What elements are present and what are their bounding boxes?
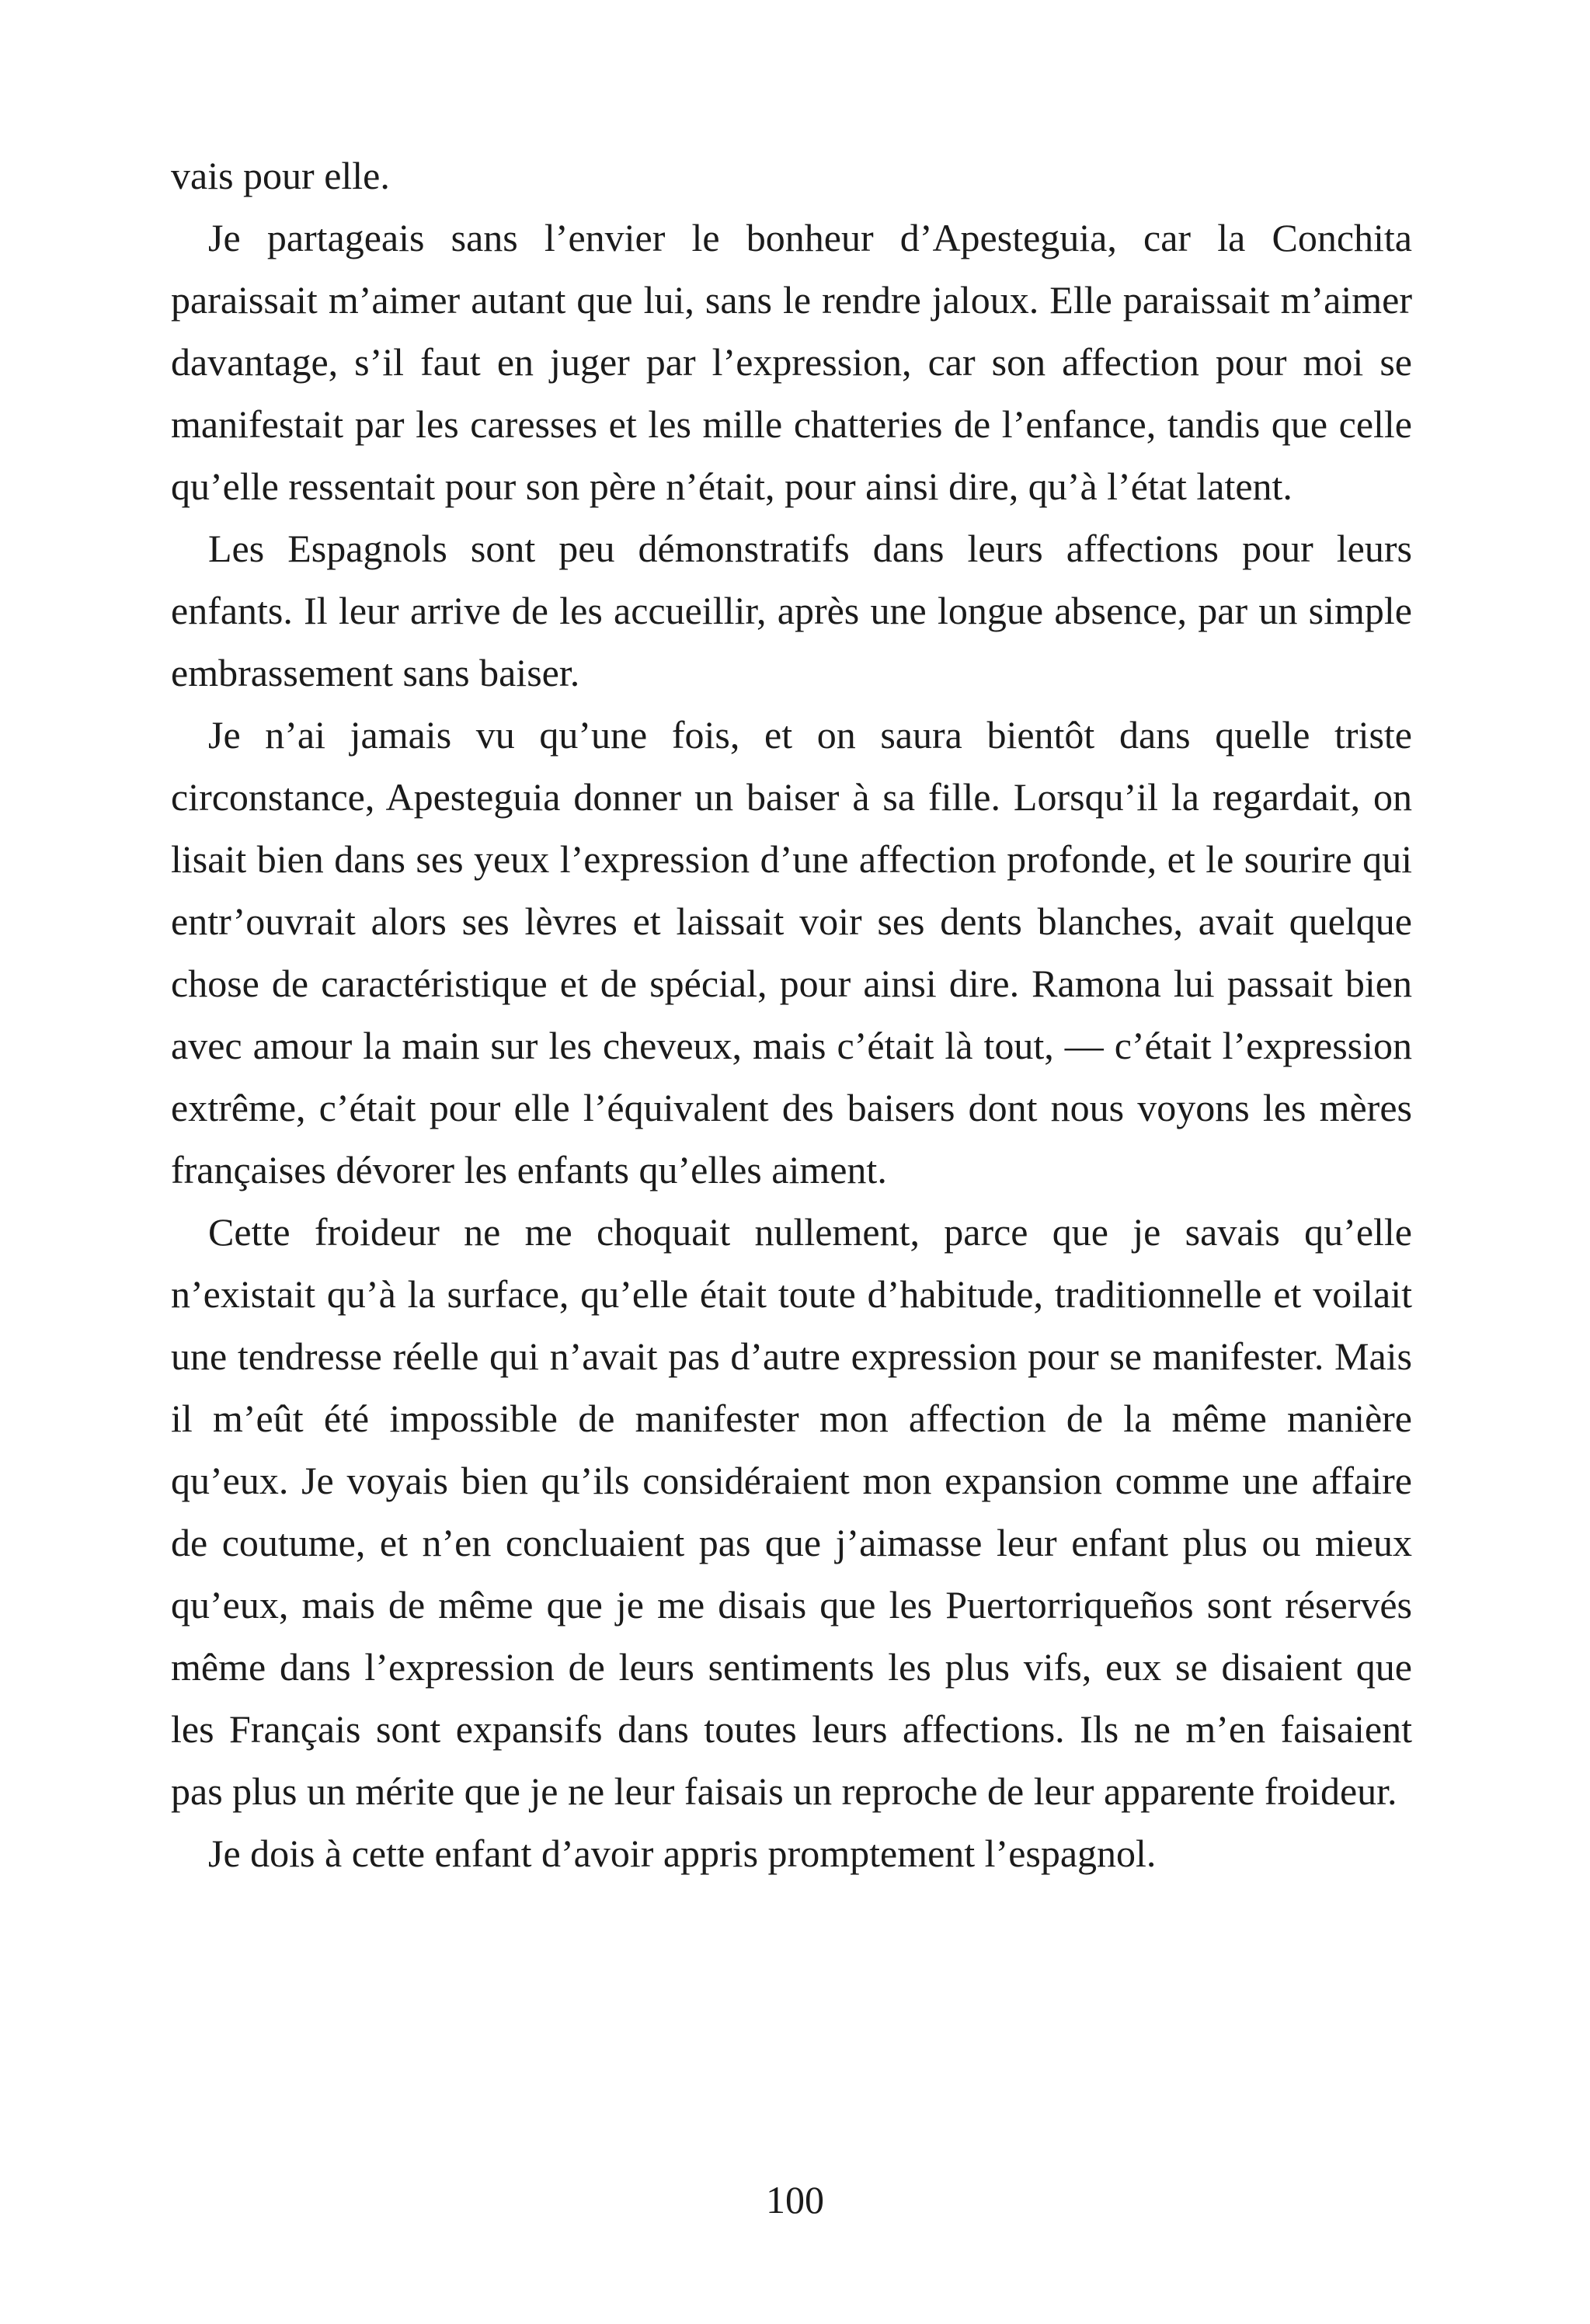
body-text (171, 144, 1412, 1884)
page-number: 100 (766, 2178, 824, 2221)
paragraph-6: Je dois à cette enfant d’avoir appris promptement l’espagnol. (208, 1832, 1157, 1875)
paragraph-4: Je n’ai jamais vu qu’une fois, et on saura bientôt dans quelle triste circonstance, Apesteguia donner un baiser à sa fille. Lorsqu’il la regardait, on lisait bien dans ses yeux l’expression d’une affection profonde, et le sourire qui entr’ouvrait alors ses lèvres et laissait voir ses dents blanches, avait quelque chose de caractéristique et de spécial, pour ainsi dire. Ramona lui passait bien avec amour la main sur les cheveux, mais c’était là tout, — c’était l’expression extrême, c’était pour elle l’équivalent des baisers dont nous voyons les mères françaises dévorer les enfants qu’elles aiment. (171, 713, 1412, 1192)
paragraph-3: Les Espagnols sont peu démonstratifs dans leurs affections pour leurs enfants. Il leur arrive de les accueillir, après une longue absence, par un simple embrassement sans baiser. (171, 527, 1412, 694)
paragraph-1: vais pour elle. (171, 154, 390, 197)
paragraph-2: Je partageais sans l’envier le bonheur d’Apesteguia, car la Conchita paraissait m’aimer autant que lui, sans le rendre jaloux. Elle paraissait m’aimer davantage, s’il faut en juger par l’expression, car son affection pour moi se manifestait par les caresses et les mille chatteries de l’enfance, tandis que celle qu’elle ressentait pour son père n’était, pour ainsi dire, qu’à l’état latent. (171, 216, 1412, 508)
paragraph-5: Cette froideur ne me choquait nullement, parce que je savais qu’elle n’existait qu’à la surface, qu’elle était toute d’habitude, traditionnelle et voilait une tendresse réelle qui n’avait pas d’autre expression pour se manifester. Mais il m’eût été impossible de manifester mon affection de la même manière qu’eux. Je voyais bien qu’ils considéraient mon expansion comme une affaire de coutume, et n’en concluaient pas que j’aimasse leur enfant plus ou mieux qu’eux, mais de même que je me disais que les Puertorriqueños sont réservés même dans l’expression de leurs sentiments les plus vifs, eux se disaient que les Français sont expansifs dans toutes leurs affections. Ils ne m’en faisaient pas plus un mérite que je ne leur faisais un reproche de leur apparente froideur. (171, 1210, 1412, 1813)
